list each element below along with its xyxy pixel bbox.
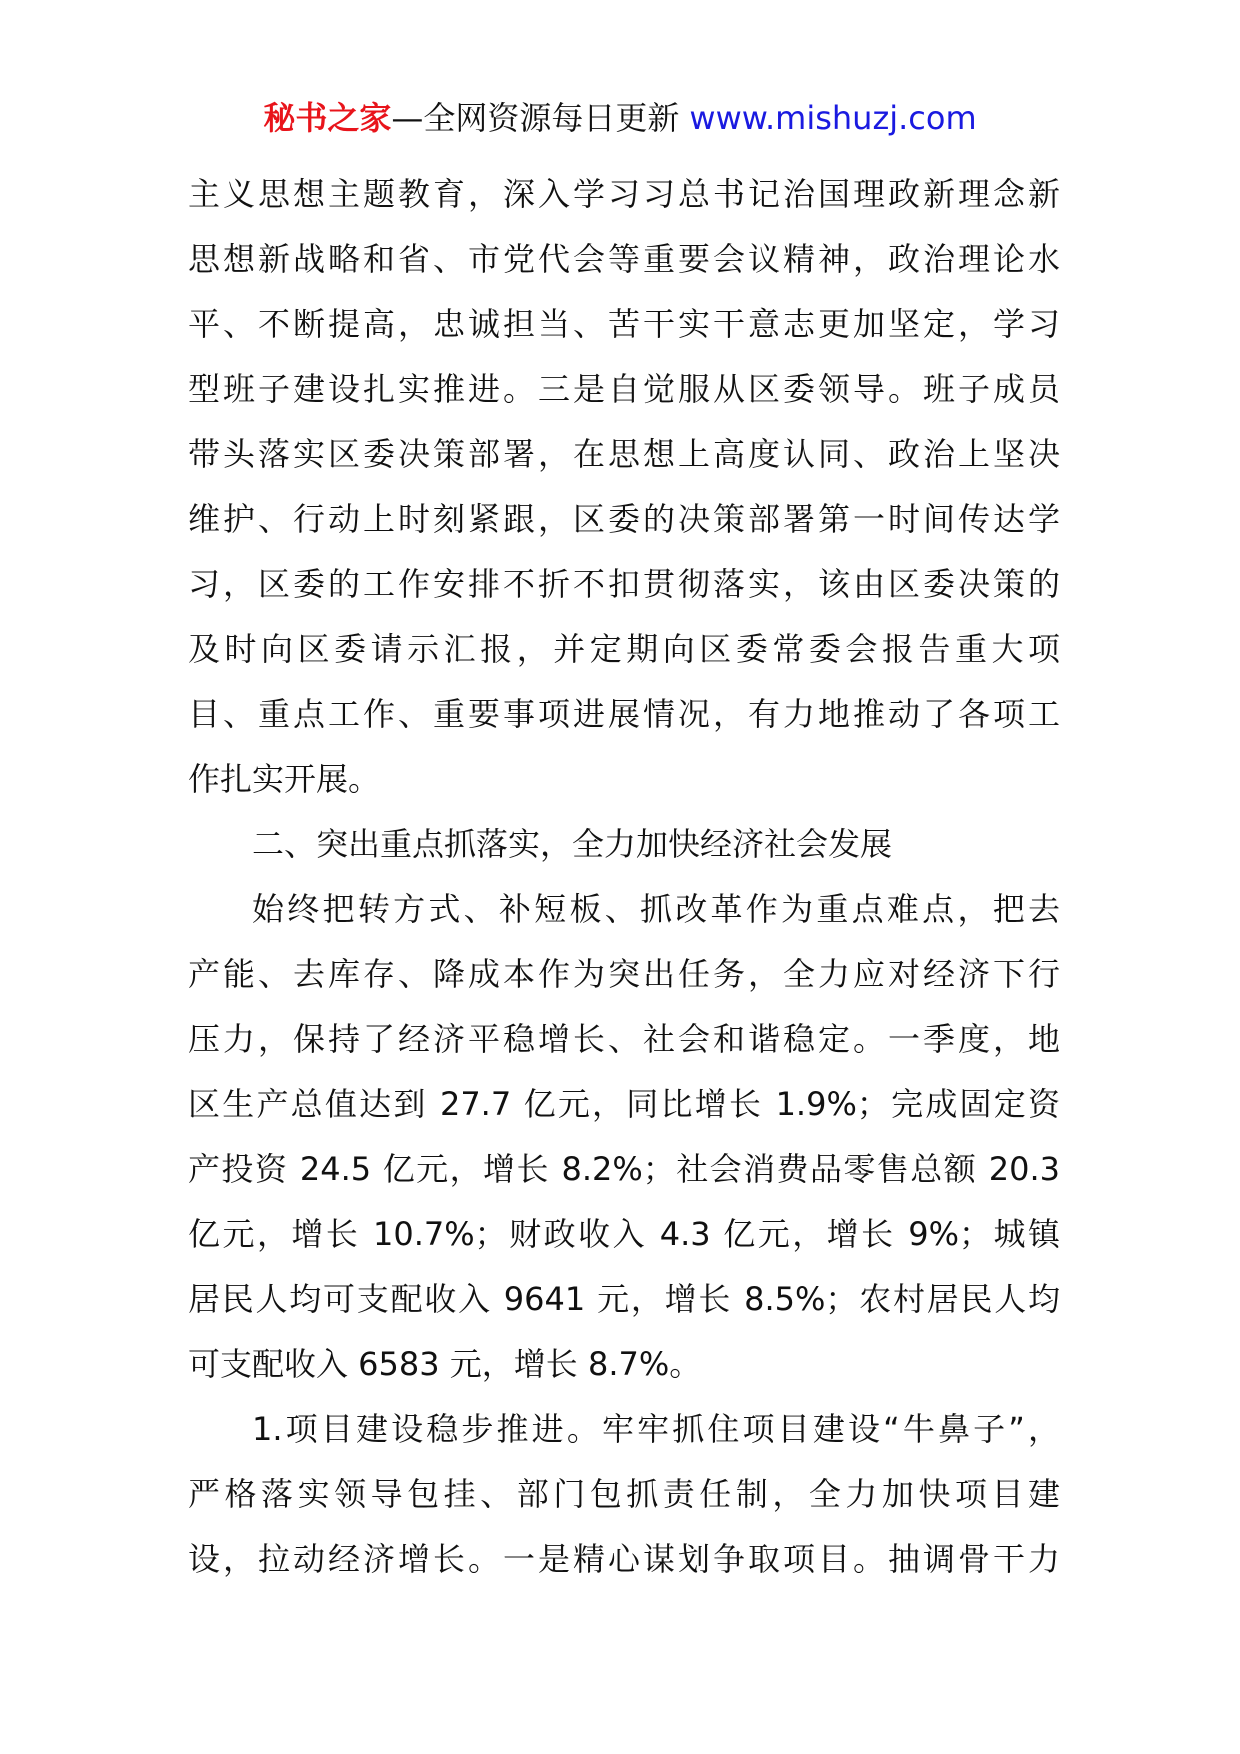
text-line: 产能、去库存、降成本作为突出任务，全力应对经济下行: [188, 955, 1060, 993]
text-line: 始终把转方式、补短板、抓改革作为重点难点，把去: [252, 890, 1060, 928]
site-url-link[interactable]: www.mishuzj.com: [689, 99, 977, 137]
text-line: 二、突出重点抓落实，全力加快经济社会发展: [252, 825, 893, 863]
text-line: 平、不断提高，忠诚担当、苦干实干意志更加坚定，学习: [188, 305, 1060, 343]
site-tagline: —全网资源每日更新: [391, 99, 680, 137]
text-line: 及时向区委请示汇报，并定期向区委常委会报告重大项: [188, 630, 1060, 668]
text-line: 思想新战略和省、市党代会等重要会议精神，政治理论水: [188, 240, 1060, 278]
text-line: 可支配收入 6583 元，增长 8.7%。: [188, 1345, 702, 1383]
text-line: 居民人均可支配收入 9641 元，增长 8.5%；农村居民人均: [188, 1280, 1060, 1318]
text-line: 习，区委的工作安排不折不扣贯彻落实，该由区委决策的: [188, 565, 1060, 603]
text-line: 型班子建设扎实推进。三是自觉服从区委领导。班子成员: [188, 370, 1060, 408]
text-line: 主义思想主题教育，深入学习习总书记治国理政新理念新: [188, 175, 1060, 213]
text-line: 带头落实区委决策部署，在思想上高度认同、政治上坚决: [188, 435, 1060, 473]
text-line: 目、重点工作、重要事项进展情况，有力地推动了各项工: [188, 695, 1060, 733]
text-line: 作扎实开展。: [188, 760, 381, 798]
text-line: 压力，保持了经济平稳增长、社会和谐稳定。一季度，地: [188, 1020, 1060, 1058]
text-line: 亿元，增长 10.7%；财政收入 4.3 亿元，增长 9%；城镇: [188, 1215, 1060, 1253]
text-line: 维护、行动上时刻紧跟，区委的决策部署第一时间传达学: [188, 500, 1060, 538]
site-header: [0, 96, 1240, 140]
site-brand: 秘书之家: [263, 99, 392, 137]
text-line: 1.项目建设稳步推进。牢牢抓住项目建设“牛鼻子”，: [252, 1410, 1060, 1448]
text-line: 产投资 24.5 亿元，增长 8.2%；社会消费品零售总额 20.3: [188, 1150, 1060, 1188]
text-line: 严格落实领导包挂、部门包抓责任制，全力加快项目建: [188, 1475, 1060, 1513]
text-line: 区生产总值达到 27.7 亿元，同比增长 1.9%；完成固定资: [188, 1085, 1060, 1123]
document-body: [188, 162, 1060, 1592]
text-line: 设，拉动经济增长。一是精心谋划争取项目。抽调骨干力: [188, 1540, 1060, 1578]
